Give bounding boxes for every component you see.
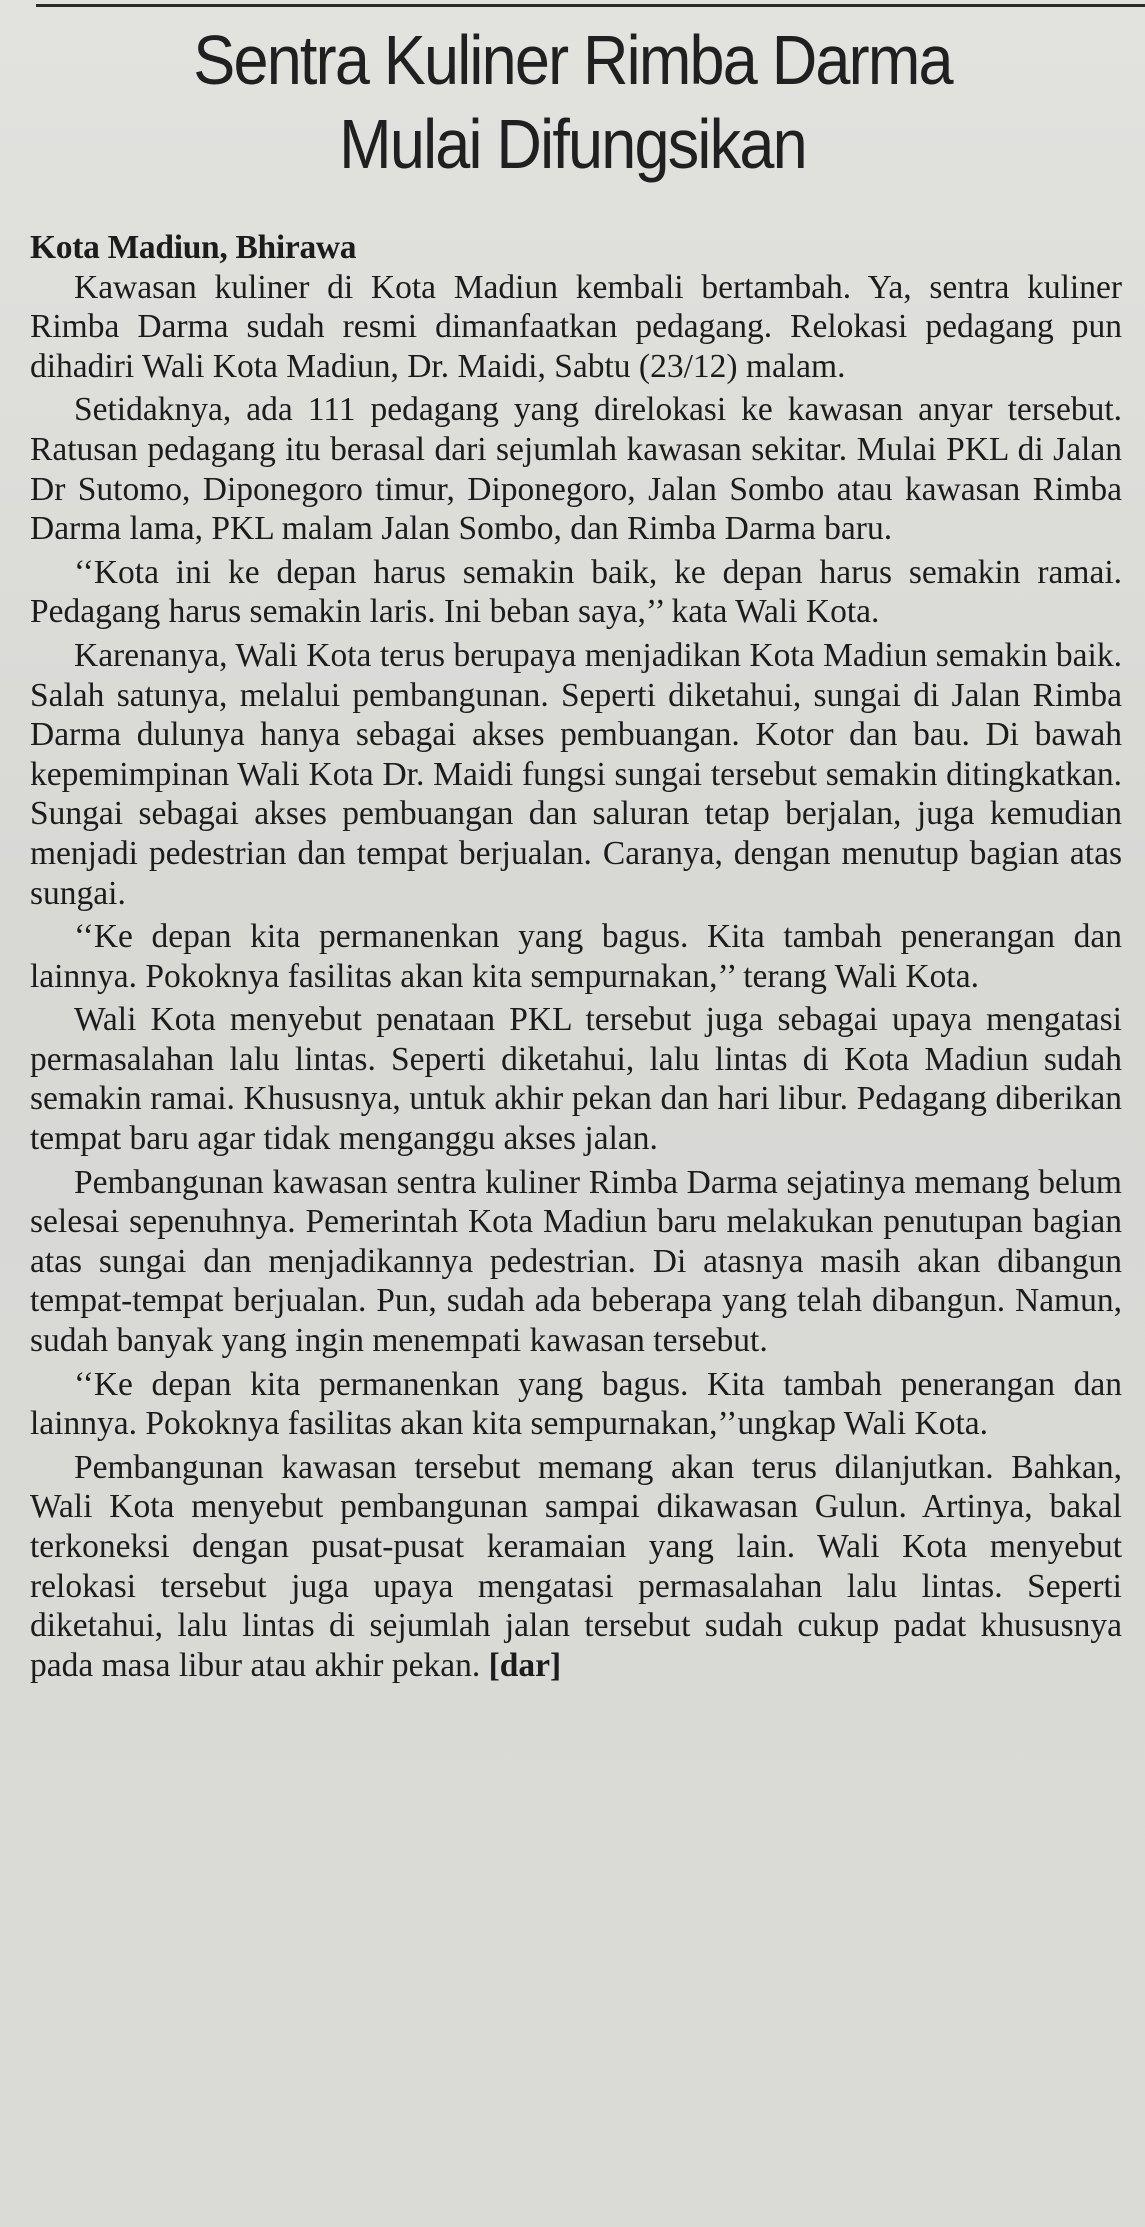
headline xyxy=(57,18,1088,186)
headline-line-1: Sentra Kuliner Rimba Darma xyxy=(193,21,952,99)
top-rule xyxy=(36,4,1145,7)
paragraph: Pembangunan kawasan sentra kuliner Rimba Darma sejatinya memang belum selesai sepenuhnya. Pemerintah Kota Madiun baru melakukan penutupan bagian atas sungai dan menjadikannya pedestrian. Di atasnya masih akan dibangun tempat-tempat berjualan. Pun, sudah ada beberapa yang telah dibangun. Namun, sudah banyak yang ingin menempati kawasan tersebut. xyxy=(30,1163,1122,1360)
last-paragraph xyxy=(30,1448,1122,1686)
last-paragraph-text: Pembangunan kawasan tersebut memang akan terus dilanjutkan. Bahkan, Wali Kota menyebut pembangunan sampai dikawasan Gulun. Artinya, bakal terkoneksi dengan pusat-pusat keramaian yang lain. Wali Kota menyebut relokasi tersebut juga upaya mengatasi permasalahan lalu lintas. Seperti diketahui, lalu lintas di sejumlah jalan tersebut sudah cukup padat khususnya pada masa libur atau akhir pekan. xyxy=(30,1448,1122,1684)
paragraph: ‘‘Kota ini ke depan harus semakin baik, ke depan harus semakin ramai. Pedagang harus semakin laris. Ini beban saya,’’ kata Wali Kota. xyxy=(30,553,1122,631)
paragraph: Kawasan kuliner di Kota Madiun kembali bertambah. Ya, sentra kuliner Rimba Darma sudah resmi dimanfaatkan pedagang. Relokasi pedagang pun dihadiri Wali Kota Madiun, Dr. Maidi, Sabtu (23/12) malam. xyxy=(30,268,1122,385)
headline-line-2: Mulai Difungsikan xyxy=(339,105,806,183)
article-body xyxy=(30,228,1122,1685)
paragraph: Wali Kota menyebut penataan PKL tersebut juga sebagai upaya mengatasi permasalahan lalu lintas. Seperti diketahui, lalu lintas di Kota Madiun sudah semakin ramai. Khususnya, untuk akhir pekan dan hari libur. Pedagang diberikan tempat baru agar tidak menganggu akses jalan. xyxy=(30,1001,1122,1158)
paragraph: ‘‘Ke depan kita permanenkan yang bagus. Kita tambah penerangan dan lainnya. Pokoknya fasilitas akan kita sempurnakan,’’ terang Wali Kota. xyxy=(30,918,1122,995)
byline: [dar] xyxy=(488,1646,562,1684)
dateline: Kota Madiun, Bhirawa xyxy=(30,229,357,266)
paragraph: ‘‘Ke depan kita permanenkan yang bagus. Kita tambah penerangan dan lainnya. Pokoknya fasilitas akan kita sempurnakan,’’ungkap Wali Kota. xyxy=(30,1365,1122,1443)
paragraph: Setidaknya, ada 111 pedagang yang direlokasi ke kawasan anyar tersebut. Ratusan pedagang itu berasal dari sejumlah kawasan sekitar. Mulai PKL di Jalan Dr Sutomo, Diponegoro timur, Diponegoro, Jalan Sombo atau kawasan Rimba Darma lama, PKL malam Jalan Sombo, dan Rimba Darma baru. xyxy=(30,391,1122,548)
paragraph: Karenanya, Wali Kota terus berupaya menjadikan Kota Madiun semakin baik. Salah satunya, melalui pembangunan. Seperti diketahui, sungai di Jalan Rimba Darma dulunya hanya sebagai akses pembuangan. Kotor dan bau. Di bawah kepemimpinan Wali Kota Dr. Maidi fungsi sungai tersebut semakin ditingkatkan. Sungai sebagai akses pembuangan dan saluran tetap berjalan, juga kemudian menjadi pedestrian dan tempat berjualan. Caranya, dengan menutup bagian atas sungai. xyxy=(30,636,1122,912)
